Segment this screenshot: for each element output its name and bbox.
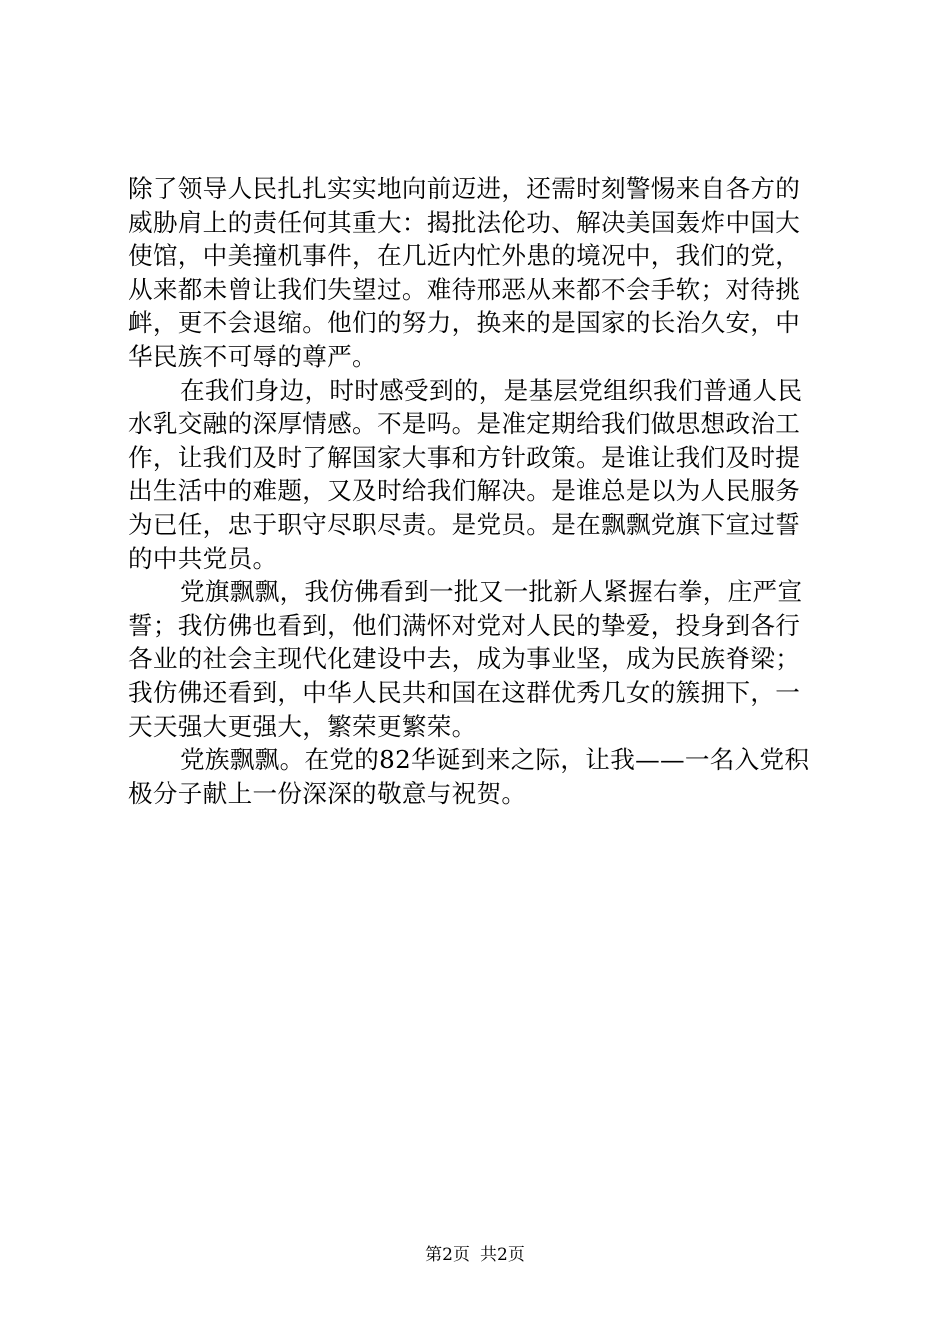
document-body [128, 172, 830, 810]
paragraph-2-line-5: 为已任，忠于职守尽职尽责。是党员。是在飘飘党旗下宣过誓 [128, 509, 801, 539]
paragraph-2-line-1: 在我们身边，时时感受到的，是基层党组织我们普通人民 [180, 375, 803, 405]
paragraph-1-line-2: 威胁肩上的责任何其重大：揭批法伦功、解决美国轰炸中国大 [128, 207, 801, 237]
paragraph-1-line-5: 衅，更不会退缩。他们的努力，换来的是国家的长治久安，中 [128, 308, 801, 338]
page-total: 共2页 [480, 1245, 525, 1265]
paragraph-2-line-3: 作，让我们及时了解国家大事和方针政策。是谁让我们及时提 [128, 442, 801, 472]
paragraph-1-line-4: 从来都未曾让我们失望过。难待邢恶从来都不会手软；对待挑 [128, 274, 801, 304]
paragraph-3-line-1: 党旗飘飘，我仿佛看到一批又一批新人紧握右拳，庄严宣 [180, 577, 803, 607]
page-number: 第2页 [425, 1245, 470, 1265]
paragraph-3-line-3: 各业的社会主现代化建设中去，成为事业坚，成为民族脊梁； [128, 644, 801, 674]
paragraph-3-line-5: 天天强大更强大，繁荣更繁荣。 [128, 711, 477, 741]
paragraph-4-line-1: 党族飘飘。在党的82华诞到来之际，让我——一名入党积 [180, 745, 810, 775]
paragraph-3-line-4: 我仿佛还看到，中华人民共和国在这群优秀几女的簇拥下，一 [128, 677, 801, 707]
page-footer [0, 1244, 950, 1266]
paragraph-2-line-2: 水乳交融的深厚情感。不是吗。是准定期给我们做思想政治工 [128, 409, 801, 439]
paragraph-2-line-4: 出生活中的难题，又及时给我们解决。是谁总是以为人民服务 [128, 476, 801, 506]
paragraph-1-line-1: 除了领导人民扎扎实实地向前迈进，还需时刻警惕来自各方的 [128, 174, 801, 203]
paragraph-2-line-6: 的中共党员。 [128, 543, 278, 573]
paragraph-1-line-3: 使馆，中美撞机事件，在几近内忙外患的境况中，我们的党， [128, 241, 801, 271]
paragraph-1-line-6: 华民族不可辱的尊严。 [128, 341, 377, 371]
paragraph-3-line-2: 誓；我仿佛也看到，他们满怀对党对人民的挚爱，投身到各行 [128, 610, 801, 640]
paragraph-4-line-2: 极分子献上一份深深的敬意与祝贺。 [128, 778, 527, 808]
